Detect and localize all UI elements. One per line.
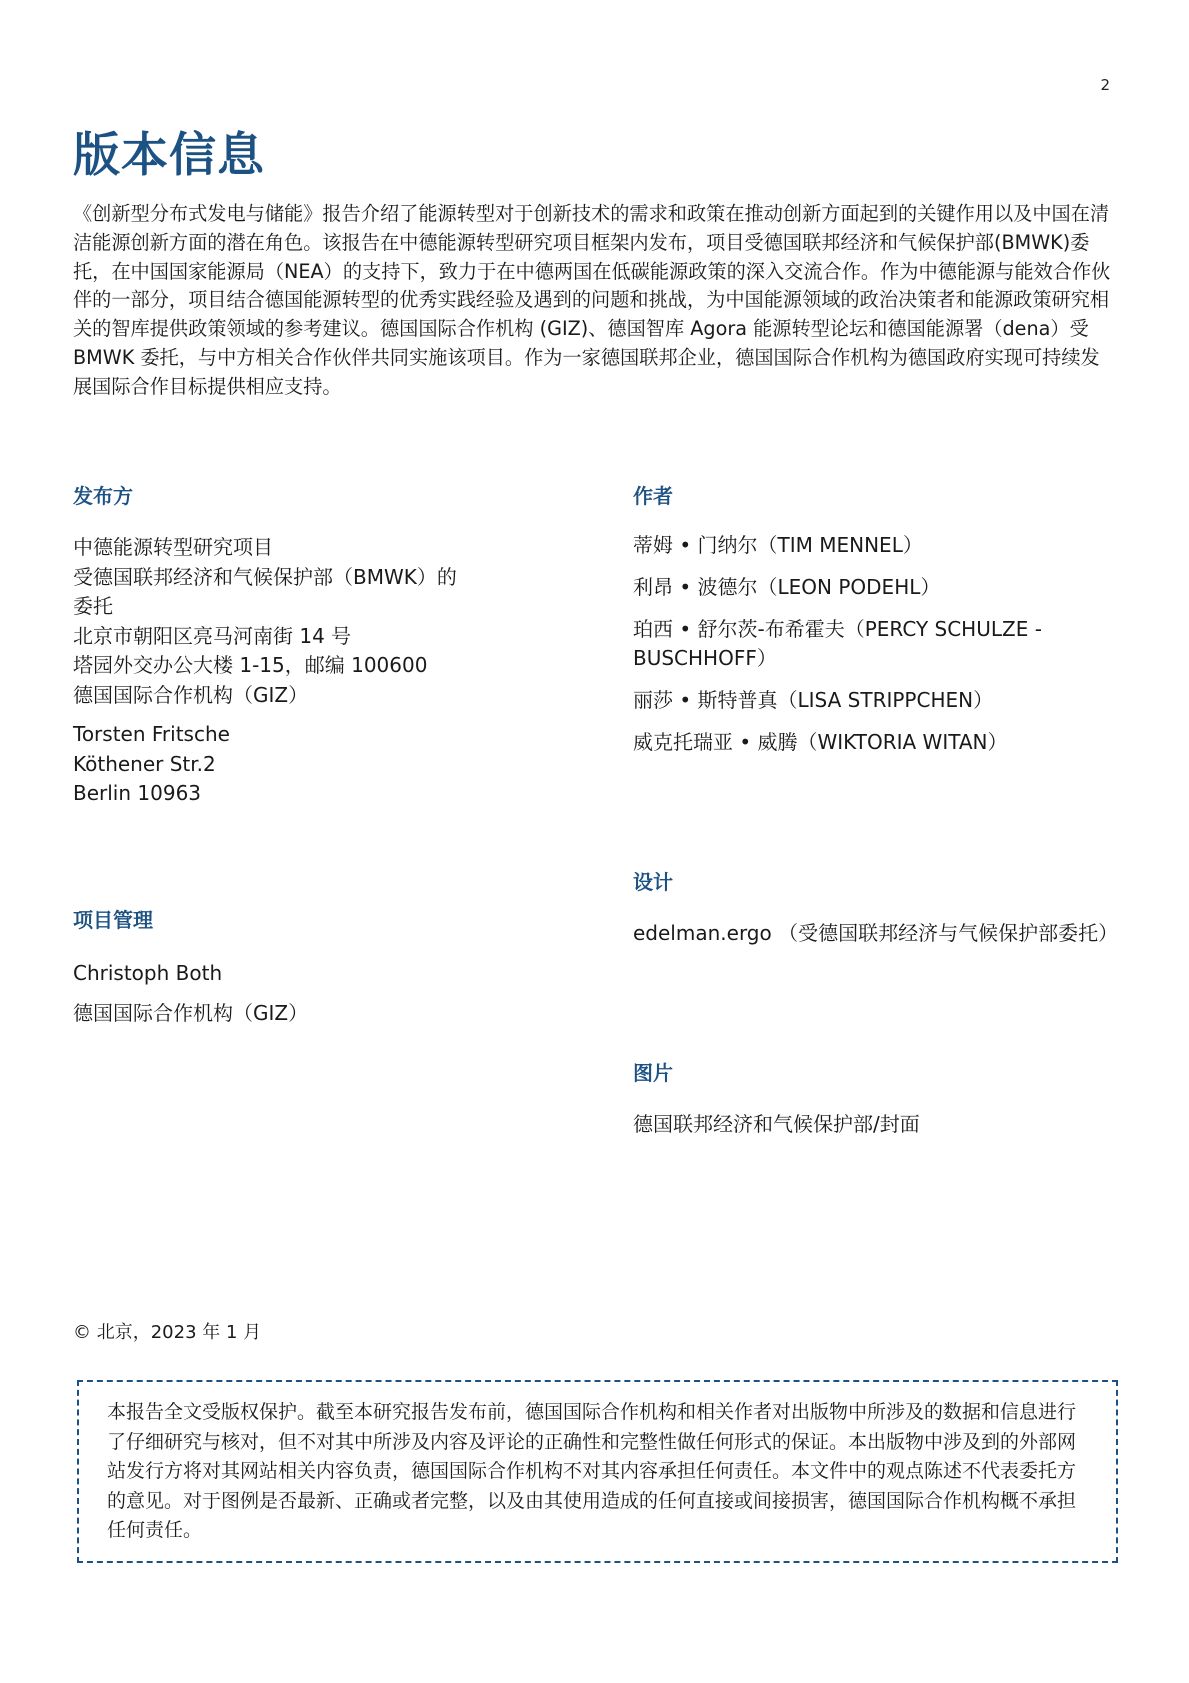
images-section — [633, 1057, 1123, 1152]
copyright-line: © 北京，2023 年 1 月 — [73, 1322, 262, 1343]
design-credit: edelman.ergo （受德国联邦经济与气候保护部委托） — [633, 921, 1119, 945]
page-number: 2 — [1100, 76, 1110, 94]
author-item: 威克托瑞亚 • 威腾（WIKTORIA WITAN） — [633, 730, 1008, 754]
publisher-line: 中德能源转型研究项目 — [73, 535, 273, 559]
design-heading: 设计 — [633, 870, 673, 894]
author-item: 丽莎 • 斯特普真（LISA STRIPPCHEN） — [633, 688, 994, 712]
contact-line: Köthener Str.2 — [73, 751, 216, 776]
authors-heading: 作者 — [633, 484, 673, 508]
intro-paragraph: 《创新型分布式发电与储能》报告介绍了能源转型对于创新技术的需求和政策在推动创新方面起到的关键作用以及中国在清洁能源创新方面的潜在角色。该报告在中德能源转型研究项目框架内发布，项目受德国联邦经济和气候保护部(BMWK)委托，在中国国家能源局（NEA）的支持下，致力于在中德两国在低碳能源政策的深入交流合作。作为中德能源与能效合作伙伴的一部分，项目结合德国能源转型的优秀实践经验及遇到的问题和挑战，为中国能源领域的政治决策者和能源政策研究相关的智库提供政策领域的参考建议。德国国际合作机构 (GIZ)、德国智库 Agora 能源转型论坛和德国能源署（dena）受 BMWK 委托，与中方相关合作伙伴共同实施该项目。作为一家德国联邦企业，德国国际合作机构为德国政府实现可持续发展国际合作目标提供相应支持。 — [73, 202, 1111, 398]
publisher-heading: 发布方 — [73, 484, 133, 508]
disclaimer-text: 本报告全文受版权保护。截至本研究报告发布前，德国国际合作机构和相关作者对出版物中所涉及的数据和信息进行了仔细研究与核对，但不对其中所涉及内容及评论的正确性和完整性做任何形式的保证。本出版物中涉及到的外部网站发行方将对其网站相关内容负责，德国国际合作机构不对其内容承担任何责任。本文件中的观点陈述不代表委托方的意见。对于图例是否最新、正确或者完整，以及由其使用造成的任何直接或间接损害，德国国际合作机构概不承担任何责任。 — [107, 1401, 1077, 1541]
project-management-section — [73, 904, 543, 1028]
publisher-line: 受德国联邦经济和气候保护部（BMWK）的 — [73, 564, 457, 589]
page-title: 版本信息 — [73, 128, 265, 183]
contact-line: Torsten Fritsche — [73, 722, 230, 746]
design-section — [633, 866, 1123, 961]
publisher-line: 德国国际合作机构（GIZ） — [73, 682, 309, 707]
author-item: 利昂 • 波德尔（LEON PODEHL） — [633, 575, 941, 599]
publisher-line: 塔园外交办公大楼 1-15，邮编 100600 — [73, 653, 428, 677]
contact-line: Berlin 10963 — [73, 781, 202, 805]
disclaimer-box — [77, 1380, 1118, 1563]
publisher-contact — [73, 720, 543, 809]
author-item: 蒂姆 • 门纳尔（TIM MENNEL） — [633, 533, 923, 557]
author-item: 珀西 • 舒尔茨-布希霍夫（PERCY SCHULZE - BUSCHHOFF） — [633, 617, 1042, 670]
publisher-line: 北京市朝阳区亮马河南街 14 号 — [73, 623, 352, 648]
images-heading: 图片 — [633, 1061, 673, 1085]
project-manager-org: 德国国际合作机构（GIZ） — [73, 1000, 309, 1025]
authors-section — [633, 480, 1123, 770]
publisher-section — [73, 480, 543, 809]
project-management-heading: 项目管理 — [73, 908, 153, 932]
project-manager-name: Christoph Both — [73, 961, 223, 985]
images-credit: 德国联邦经济和气候保护部/封面 — [633, 1112, 920, 1136]
publisher-address — [73, 533, 543, 710]
publisher-line: 委托 — [73, 594, 113, 618]
